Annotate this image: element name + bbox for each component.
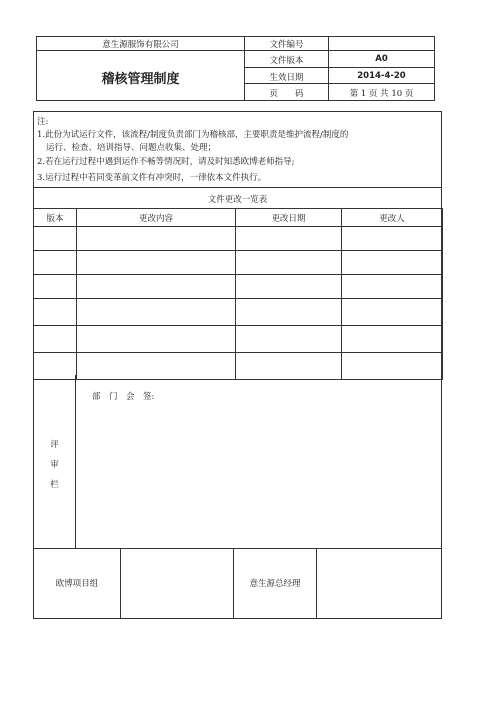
- table-row: [34, 227, 443, 251]
- label-effective-date: 生效日期: [269, 73, 304, 83]
- review-label-char-3: 栏: [50, 480, 59, 490]
- review-label-char-1: 评: [50, 440, 59, 450]
- cell-author[interactable]: [342, 326, 443, 353]
- document-title: 稽核管理制度: [101, 72, 180, 87]
- company-name: 意生源服饰有限公司: [102, 40, 179, 50]
- cell-version[interactable]: [34, 251, 77, 275]
- col-header-content: 更改内容: [77, 209, 236, 227]
- col-header-version: 版本: [34, 209, 77, 227]
- value-page: 第 1 页 共 10 页: [349, 89, 414, 99]
- cell-date[interactable]: [236, 227, 342, 251]
- general-manager-label: 意生源总经理: [249, 579, 301, 589]
- cell-version[interactable]: [34, 275, 77, 299]
- cell-date[interactable]: [236, 326, 342, 353]
- review-label-char-2: 审: [50, 460, 59, 470]
- cell-content[interactable]: [77, 275, 236, 299]
- change-log-table: [33, 208, 443, 380]
- cell-date[interactable]: [236, 299, 342, 326]
- review-section: [34, 375, 441, 548]
- cell-content[interactable]: [77, 326, 236, 353]
- col-header-date: 更改日期: [236, 209, 342, 227]
- cell-version[interactable]: [34, 326, 77, 353]
- document-header: [36, 36, 435, 101]
- cell-version[interactable]: [34, 227, 77, 251]
- ob-project-team-signature[interactable]: [121, 549, 233, 618]
- table-row: [34, 326, 443, 353]
- notes-section: [34, 112, 441, 187]
- value-file-version: A0: [375, 54, 388, 64]
- cell-content[interactable]: [77, 299, 236, 326]
- table-row: [34, 251, 443, 275]
- label-page: 页 码: [269, 89, 304, 99]
- cell-date[interactable]: [236, 251, 342, 275]
- change-log-title: 文件更改一览表: [207, 195, 268, 205]
- cell-author[interactable]: [342, 275, 443, 299]
- footer-section: [34, 549, 441, 618]
- department-signoff-label: 部 门 会 签:: [92, 392, 155, 402]
- cell-content[interactable]: [77, 227, 236, 251]
- table-row: [34, 275, 443, 299]
- value-effective-date: 2014-4-20: [357, 71, 406, 81]
- note-item-3: 3.运行过程中若同变革前文件有冲突时，一律依本文件执行。: [37, 173, 267, 183]
- cell-author[interactable]: [342, 227, 443, 251]
- label-file-version: 文件版本: [269, 56, 304, 66]
- cell-date[interactable]: [236, 275, 342, 299]
- cell-author[interactable]: [342, 299, 443, 326]
- col-header-author: 更改人: [342, 209, 443, 227]
- signoff-area[interactable]: [76, 405, 441, 548]
- cell-author[interactable]: [342, 251, 443, 275]
- note-item-1: 1.此份为试运行文件，该流程/制度负责部门为稽核部，主要职责是维护流程/制度的: [37, 130, 349, 140]
- header-line-c: [244, 83, 434, 84]
- cell-version[interactable]: [34, 299, 77, 326]
- ob-project-team-label: 欧博项目组: [55, 579, 99, 589]
- notes-heading: 注:: [37, 117, 49, 127]
- notes-divider: [34, 187, 441, 188]
- header-line-a: [37, 50, 434, 51]
- label-file-number: 文件编号: [269, 40, 304, 50]
- header-line-b: [244, 67, 434, 68]
- cell-content[interactable]: [77, 251, 236, 275]
- note-item-2: 2.若在运行过程中遇到运作不畅等情况时，请及时知悉欧博老师指导;: [37, 157, 295, 167]
- general-manager-signature[interactable]: [317, 549, 441, 618]
- table-row: [34, 299, 443, 326]
- note-item-1-cont: 运行、检查、培训指导、问题点收集、处理；: [46, 143, 217, 153]
